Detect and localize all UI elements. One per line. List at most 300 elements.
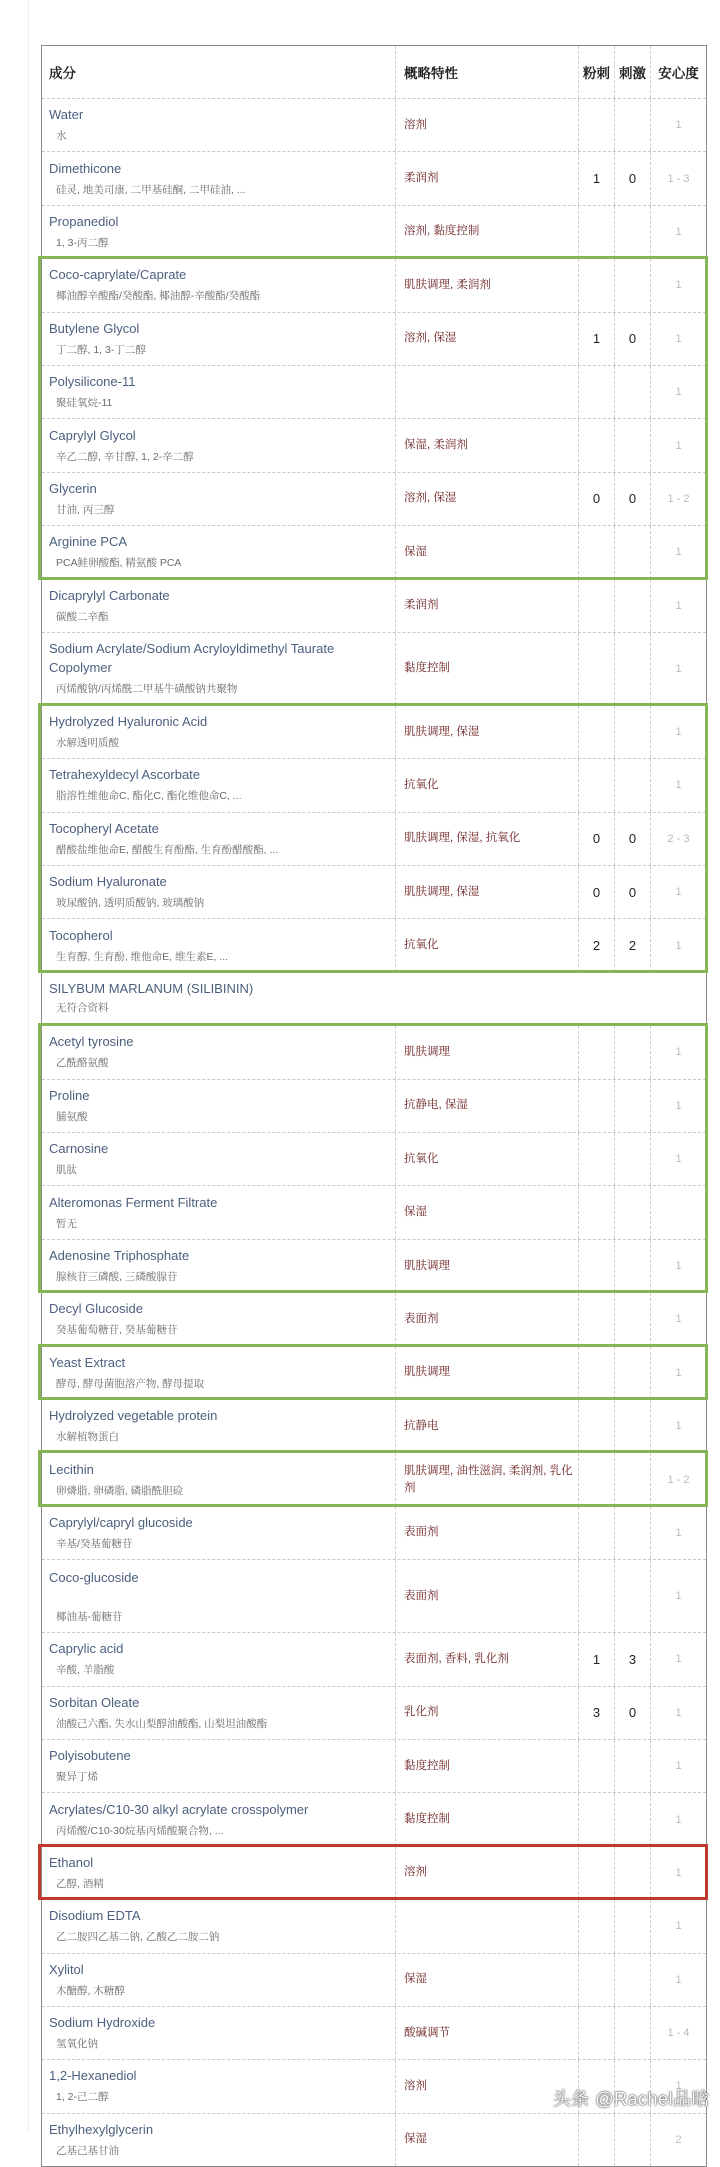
page-edge-line [28,0,29,2131]
ingredient-cell [42,1293,395,1345]
ingredient-name[interactable]: Yeast Extract [49,1354,126,1370]
acne-cell [578,919,614,971]
ingredient-aliases: 酵母, 酵母菌胞溶产物, 酵母提取 [56,1377,205,1390]
acne-cell [578,1633,614,1685]
safety-cell [650,1954,706,2006]
safety-value: 1 [675,332,682,345]
watermark: 头条 @Rachel品晗 [552,2089,710,2109]
irritation-cell [614,633,650,705]
ingredient-cell [42,1400,395,1452]
table-row [42,1292,706,1345]
ingredient-name[interactable]: Hydrolyzed Hyaluronic Acid [49,714,208,730]
traits-text: 肌肤调理 [404,1259,450,1272]
traits-cell [395,419,578,471]
traits-cell [395,1954,578,2006]
acne-cell [578,152,614,204]
traits-cell [395,152,578,204]
traits-cell [395,2114,578,2166]
ingredient-name: SILYBUM MARLANUM (SILIBININ) [49,981,254,997]
irritation-cell [614,1293,650,1345]
ingredient-aliases: 辛乙二醇, 辛甘醇, 1, 2-辛二醇 [56,450,194,463]
safety-value: 1 [675,662,682,675]
table-row [42,98,706,151]
irritation-value: 0 [628,831,637,847]
traits-cell [395,580,578,632]
irritation-cell [614,866,650,918]
ingredient-cell [42,866,395,918]
safety-cell [650,1080,706,1132]
table-body [42,98,706,2166]
irritation-cell [614,313,650,365]
ingredient-cell [42,1186,395,1238]
irritation-value: 0 [628,331,637,347]
irritation-cell [614,1026,650,1078]
ingredient-name[interactable]: Alteromonas Ferment Filtrate [49,1194,218,1210]
safety-cell [650,2007,706,2059]
traits-cell [395,706,578,758]
irritation-cell [614,99,650,151]
ingredient-cell [42,1347,395,1399]
acne-cell [578,1133,614,1185]
safety-value: 1 [675,726,682,739]
acne-value: 2 [592,938,601,954]
ingredient-aliases: 辛基/癸基葡糖苷 [56,1537,133,1550]
traits-text: 表面剂 [404,1312,439,1325]
ingredient-name[interactable]: Tocopherol [49,927,113,943]
acne-cell [578,1687,614,1739]
header-ingredient: 成分 [49,66,76,81]
ingredient-name[interactable]: Ethanol [49,1854,94,1870]
ingredient-aliases: 椰油基-葡糖苷 [56,1611,123,1624]
traits-cell [395,473,578,525]
ingredient-cell [42,706,395,758]
safety-cell [650,1293,706,1345]
irritation-cell [614,1900,650,1952]
irritation-cell [614,1186,650,1238]
ingredient-name[interactable]: Sorbitan Oleate [49,1694,140,1710]
ingredient-aliases: 乙酰酪氨酸 [56,1057,109,1070]
traits-text: 柔润剂 [404,172,439,185]
ingredient-cell [42,1560,395,1632]
safety-value: 1 [675,2080,682,2093]
ingredient-aliases: 木醣醇, 木糖醇 [56,1984,125,1997]
safety-value: 1 [675,1046,682,1059]
table-row [42,205,706,258]
ingredient-cell [42,973,706,1025]
safety-value: 1 [675,1366,682,1379]
table-row [42,1846,706,1899]
ingredient-cell [42,473,395,525]
traits-text: 肌肤调理, 保湿 [404,885,480,898]
ingredient-aliases: 水 [56,130,67,143]
table-row [42,2006,706,2059]
traits-text: 保湿 [404,1206,427,1219]
ingredient-cell [42,759,395,811]
irritation-cell [614,580,650,632]
safety-cell [650,866,706,918]
safety-cell [650,1186,706,1238]
ingredient-name[interactable]: Propanediol [49,213,119,229]
irritation-value: 0 [628,171,637,187]
ingredient-cell [42,1740,395,1792]
table-row [42,1025,706,1078]
safety-value: 1 [675,1813,682,1826]
acne-cell [578,1026,614,1078]
irritation-cell [614,1740,650,1792]
ingredient-name[interactable]: Hydrolyzed vegetable protein [49,1408,218,1424]
safety-value: 1 [675,1653,682,1666]
table-row [42,972,706,1025]
table-header-row [42,46,706,98]
safety-cell [650,1900,706,1952]
acne-cell [578,1347,614,1399]
ingredient-cell [42,259,395,311]
ingredient-name[interactable]: Proline [49,1087,90,1103]
acne-cell [578,1954,614,2006]
irritation-cell [614,1687,650,1739]
traits-cell [395,1026,578,1078]
safety-cell [650,1400,706,1452]
traits-text: 肌肤调理, 柔润剂 [404,278,491,291]
traits-text: 保湿, 柔润剂 [404,439,468,452]
safety-value: 1 [675,546,682,559]
header-irritation: 刺激 [614,46,650,98]
acne-value: 1 [592,171,601,187]
traits-cell [395,2007,578,2059]
table-row [42,918,706,971]
ingredient-cell [42,1453,395,1505]
table-row [42,1399,706,1452]
safety-cell [650,419,706,471]
traits-text: 溶剂 [404,2079,427,2092]
ingredient-cell [42,1954,395,2006]
safety-value: 1 - 3 [667,172,690,185]
traits-text: 溶剂, 保湿 [404,332,457,345]
ingredient-cell [42,1793,395,1845]
ingredient-aliases: PCA鲑卵酸酯, 精氨酸 PCA [56,557,182,570]
ingredient-name[interactable]: Acetyl tyrosine [49,1034,134,1050]
ingredient-cell [42,2114,395,2166]
safety-cell [650,1793,706,1845]
ingredient-name[interactable]: Ethylhexylglycerin [49,2121,154,2137]
traits-text: 表面剂 [404,1589,439,1602]
acne-cell [578,1080,614,1132]
table-row [42,1899,706,1952]
safety-cell [650,313,706,365]
traits-cell [395,259,578,311]
ingredient-aliases: 水解透明质酸 [56,737,119,750]
safety-value: 1 [675,1920,682,1933]
table-row [42,1559,706,1632]
traits-text: 保湿 [404,1973,427,1986]
table-row [42,365,706,418]
header-traits: 概略特性 [395,46,578,98]
safety-value: 2 - 3 [667,832,690,845]
ingredient-name[interactable]: Tetrahexyldecyl Ascorbate [49,767,201,783]
irritation-value: 3 [628,1651,637,1667]
traits-cell [395,99,578,151]
traits-cell [395,1560,578,1632]
safety-cell [650,206,706,258]
ingredient-aliases: 硅灵, 地美司康, 二甲基硅酮, 二甲硅油, ... [56,183,246,196]
safety-cell [650,152,706,204]
ingredient-aliases: 丁二醇, 1, 3-丁二醇 [56,343,146,356]
acne-value: 1 [592,331,601,347]
traits-text: 黏度控制 [404,662,450,675]
table-row [42,1506,706,1559]
ingredient-name[interactable]: Glycerin [49,480,97,496]
traits-text: 乳化剂 [404,1706,439,1719]
traits-cell [395,919,578,971]
ingredient-name[interactable]: Acrylates/C10-30 alkyl acrylate crosspolymer [49,1801,309,1817]
ingredient-aliases: 氢氧化钠 [56,2038,98,2051]
traits-text: 抗静电, 保湿 [404,1099,468,1112]
acne-value: 0 [592,491,601,507]
ingredient-aliases: 癸基葡萄糖苷, 癸基葡糖苷 [56,1324,178,1337]
irritation-cell [614,2114,650,2166]
safety-cell [650,1026,706,1078]
table-row [42,579,706,632]
irritation-cell [614,206,650,258]
ingredient-aliases: 乙二胺四乙基二钠, 乙酸乙二胺二钠 [56,1931,220,1944]
safety-value: 1 [675,439,682,452]
irritation-cell [614,1347,650,1399]
ingredient-name[interactable]: Water [49,107,84,123]
safety-value: 1 [675,1760,682,1773]
acne-cell [578,1186,614,1238]
irritation-cell [614,259,650,311]
ingredient-aliases: 聚硅氧烷-11 [56,397,113,410]
traits-cell [395,1293,578,1345]
safety-value: 1 [675,779,682,792]
traits-text: 保湿 [404,2133,427,2146]
ingredient-name[interactable]: Carnosine [49,1141,109,1157]
table-row [42,312,706,365]
ingredient-name[interactable]: Sodium Acrylate/Sodium Acryloyldimethyl Taurate Copolymer [49,641,335,676]
ingredient-name[interactable]: 1,2-Hexanediol [49,2068,137,2084]
table-row [42,1346,706,1399]
ingredient-aliases: 椰油醇辛酸酯/癸酸酯, 椰油醇-辛酸酯/癸酸酯 [56,290,261,303]
acne-value: 3 [592,1705,601,1721]
acne-cell [578,2114,614,2166]
ingredient-aliases: 脂溶性维他命C, 酯化C, 酯化维他命C, ... [56,790,242,803]
irritation-cell [614,1507,650,1559]
ingredient-table [41,45,707,2167]
safety-value: 1 [675,386,682,399]
ingredient-name[interactable]: Arginine PCA [49,534,128,550]
ingredient-cell [42,1507,395,1559]
acne-cell [578,580,614,632]
acne-cell [578,866,614,918]
ingredient-aliases: 水解植物蛋白 [56,1431,119,1444]
ingredient-name[interactable]: Caprylyl Glycol [49,427,136,443]
ingredient-cell [42,99,395,151]
ingredient-aliases: 醋酸盐维他命E, 醋酸生育酚酯, 生育酚醋酸酯, ... [56,843,279,856]
traits-text: 肌肤调理, 油性滋润, 柔润剂, 乳化剂 [404,1464,573,1494]
ingredient-name[interactable]: Caprylyl/capryl glucoside [49,1514,193,1530]
ingredient-name[interactable]: Disodium EDTA [49,1908,141,1924]
ingredient-name[interactable]: Coco-caprylate/Caprate [49,267,187,283]
table-row [42,418,706,471]
acne-cell [578,526,614,578]
safety-value: 1 - 2 [667,492,690,505]
safety-cell [650,1347,706,1399]
irritation-cell [614,759,650,811]
traits-cell [395,313,578,365]
ingredient-name[interactable]: Lecithin [49,1461,94,1477]
acne-value: 0 [592,831,601,847]
safety-value: 1 [675,1590,682,1603]
ingredient-name[interactable]: Sodium Hyaluronate [49,874,167,890]
safety-value: 1 [675,1153,682,1166]
acne-cell [578,99,614,151]
traits-cell [395,1453,578,1505]
safety-cell [650,919,706,971]
safety-cell [650,473,706,525]
ingredient-name[interactable]: Tocopheryl Acetate [49,820,159,836]
ingredient-cell [42,1080,395,1132]
traits-cell [395,1347,578,1399]
traits-cell [395,1133,578,1185]
table-row [42,1953,706,2006]
safety-value: 1 [675,1866,682,1879]
irritation-cell [614,1633,650,1685]
acne-value: 0 [592,884,601,900]
safety-cell [650,706,706,758]
traits-cell [395,1900,578,1952]
traits-text: 肌肤调理 [404,1366,450,1379]
acne-cell [578,1740,614,1792]
ingredient-name[interactable]: Coco-glucoside [49,1570,139,1586]
ingredient-aliases: 丙烯酸/C10-30烷基丙烯酸聚合物, ... [56,1824,224,1837]
traits-cell [395,1400,578,1452]
traits-cell [395,813,578,865]
ingredient-cell [42,206,395,258]
traits-cell [395,1633,578,1685]
ingredient-name[interactable]: Adenosine Triphosphate [49,1248,190,1263]
safety-value: 1 [675,939,682,952]
safety-cell [650,1740,706,1792]
safety-value: 1 [675,1973,682,1986]
ingredient-cell [42,419,395,471]
ingredient-aliases: 生育醇, 生育酚, 维他命E, 维生素E, ... [56,950,229,963]
acne-cell [578,366,614,418]
ingredient-name[interactable]: Polysilicone-11 [49,374,136,390]
traits-cell [395,2060,578,2112]
ingredient-name[interactable]: Decyl Glucoside [49,1301,143,1317]
traits-cell [395,633,578,705]
irritation-cell [614,1847,650,1899]
traits-text: 抗静电 [404,1419,439,1432]
safety-value: 1 [675,1260,682,1272]
ingredient-aliases: 碳酸二辛酯 [56,610,109,623]
acne-cell [578,473,614,525]
table-row [42,1239,706,1292]
traits-cell [395,1687,578,1739]
table-row [42,258,706,311]
irritation-value: 0 [628,1705,637,1721]
acne-cell [578,1507,614,1559]
traits-cell [395,1793,578,1845]
traits-cell [395,759,578,811]
ingredient-name[interactable]: Sodium Hydroxide [49,2015,156,2031]
safety-value: 1 [675,225,682,238]
ingredient-aliases: 1, 2-己二醇 [56,2091,109,2104]
ingredient-cell [42,1900,395,1952]
table-row [42,472,706,525]
ingredient-aliases: 乙醇, 酒精 [56,1877,104,1890]
traits-cell [395,1186,578,1238]
table-row [42,1452,706,1505]
safety-cell [650,1560,706,1632]
safety-value: 1 [675,599,682,612]
traits-cell [395,1847,578,1899]
ingredient-name[interactable]: Butylene Glycol [49,320,140,336]
ingredient-name[interactable]: Dimethicone [49,160,122,176]
ingredient-name[interactable]: Xylitol [49,1961,84,1977]
acne-cell [578,259,614,311]
ingredient-cell [42,313,395,365]
ingredient-cell [42,919,395,971]
ingredient-cell [42,152,395,204]
acne-cell [578,1560,614,1632]
irritation-cell [614,2007,650,2059]
ingredient-cell [42,1687,395,1739]
table-row [42,1132,706,1185]
table-row [42,1739,706,1792]
traits-text: 抗氧化 [404,778,439,791]
acne-cell [578,1453,614,1505]
traits-text: 酸碱调节 [404,2026,450,2039]
safety-cell [650,759,706,811]
traits-text: 溶剂, 黏度控制 [404,225,480,238]
ingredient-name[interactable]: Polyisobutene [49,1748,131,1764]
traits-text: 溶剂 [404,118,427,131]
table-row [42,151,706,204]
irritation-cell [614,919,650,971]
acne-cell [578,633,614,705]
ingredient-cell [42,580,395,632]
table-row [42,525,706,578]
ingredient-name[interactable]: Dicaprylyl Carbonate [49,587,170,603]
ingredient-cell [42,1240,395,1292]
ingredient-cell [42,1026,395,1078]
traits-cell [395,206,578,258]
ingredient-aliases: 1, 3-丙二醇 [56,236,109,249]
irritation-cell [614,526,650,578]
safety-cell [650,99,706,151]
table-row [42,1632,706,1685]
ingredient-aliases: 辛酸, 羊脂酸 [56,1664,115,1677]
irritation-cell [614,473,650,525]
traits-text: 抗氧化 [404,1152,439,1165]
irritation-cell [614,1133,650,1185]
safety-value: 1 - 2 [667,1473,690,1486]
ingredient-aliases: 暂无 [56,1217,77,1230]
ingredient-name[interactable]: Caprylic acid [49,1641,124,1657]
safety-cell [650,259,706,311]
irritation-cell [614,1240,650,1292]
safety-value: 1 - 4 [667,2027,690,2040]
irritation-cell [614,1453,650,1505]
ingredient-cell [42,1133,395,1185]
acne-cell [578,813,614,865]
safety-cell [650,1507,706,1559]
safety-cell [650,1687,706,1739]
irritation-cell [614,1560,650,1632]
safety-cell [650,580,706,632]
acne-cell [578,706,614,758]
